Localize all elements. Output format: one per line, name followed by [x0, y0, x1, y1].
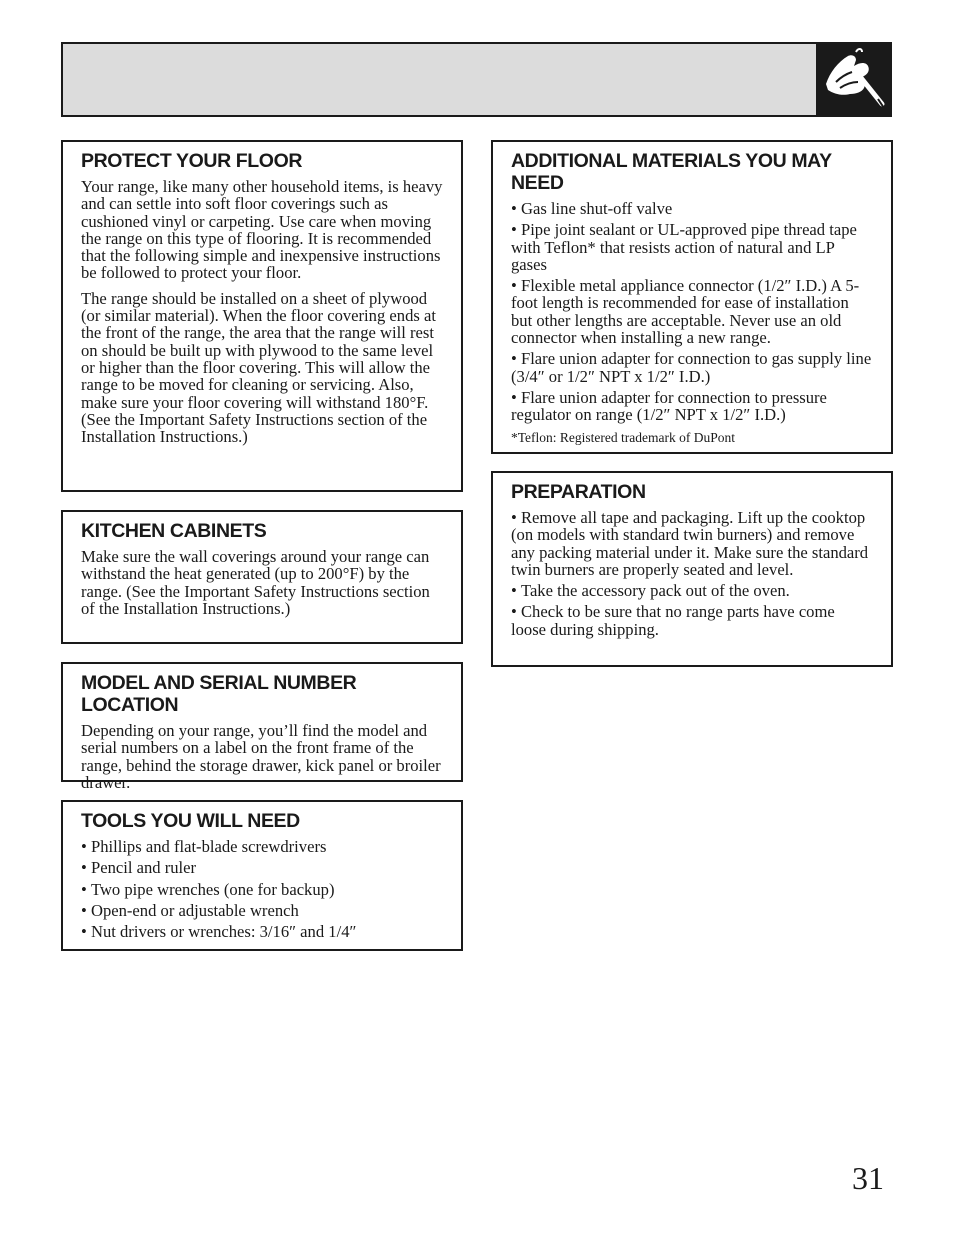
hand-writing-icon — [816, 44, 890, 115]
list-item: • Phillips and flat-blade screwdrivers — [81, 838, 443, 855]
kitchen-cabinets-box — [61, 510, 463, 644]
preparation-title: PREPARATION — [511, 481, 646, 503]
list-item: • Pipe joint sealant or UL-approved pipe thread tape with Teflon* that resists action of natural and LP gases — [511, 221, 873, 273]
list-item: • Open-end or adjustable wrench — [81, 902, 443, 919]
protect-floor-paragraph-1: Your range, like many other household items, is heavy and can settle into soft floor coverings such as cushioned vinyl or carpeting. Use care when moving the range on this type of flooring. It is recommended that the following simple and inexpensive instructions be followed to protect your floor. — [81, 177, 443, 283]
list-item: • Remove all tape and packaging. Lift up the cooktop (on models with standard twin burners) and remove any packing material under it. Make sure the standard twin burners are properly seated and level. — [511, 509, 873, 578]
kitchen-cabinets-paragraph: Make sure the wall coverings around your range can withstand the heat generated (up to 200°F) by the range. (See the Important Safety Instructions section of the Installation Instructions.) — [81, 547, 430, 618]
model-serial-box — [61, 662, 463, 792]
protect-floor-paragraph-2: The range should be installed on a sheet of plywood (or similar material). When the floor covering ends at the front of the range, the area that the range will rest on should be built up with plywood to the same level or higher than the floor covering. This will allow the range to be moved for cleaning or servicing. Also, make sure your floor covering will withstand 180°F. (See the Important Safety Instructions section of the Installation Instructions.) — [81, 288, 436, 447]
list-item: • Take the accessory pack out of the oven. — [511, 582, 873, 599]
list-item: • Two pipe wrenches (one for backup) — [81, 881, 443, 898]
kitchen-cabinets-title: KITCHEN CABINETS — [81, 520, 267, 542]
list-item: • Gas line shut-off valve — [511, 200, 873, 217]
additional-materials-box — [491, 140, 893, 454]
list-item: • Flare union adapter for connection to gas supply line (3/4″ or 1/2″ NPT x 1/2″ I.D.) — [511, 350, 873, 385]
preparation-box — [491, 471, 893, 667]
additional-materials-list — [511, 200, 873, 424]
teflon-footnote: *Teflon: Registered trademark of DuPont — [511, 429, 735, 445]
list-item: • Check to be sure that no range parts have come loose during shipping. — [511, 603, 873, 638]
list-item: • Flexible metal appliance connector (1/2″ I.D.) A 5-foot length is recommended for ease of installation but other lengths are acceptable. Never use an old connector when installing a new range. — [511, 277, 873, 346]
tools-list — [81, 838, 443, 940]
list-item: • Flare union adapter for connection to pressure regulator on range (1/2″ NPT x 1/2″ I.D.) — [511, 389, 873, 424]
header-bar — [61, 42, 892, 117]
page-number: 31 — [852, 1160, 884, 1196]
tools-title: TOOLS YOU WILL NEED — [81, 810, 300, 832]
tools-box — [61, 800, 463, 951]
model-serial-paragraph: Depending on your range, you’ll find the model and serial numbers on a label on the front frame of the range, behind the storage drawer, kick panel or broiler drawer. — [81, 721, 441, 792]
list-item: • Nut drivers or wrenches: 3/16″ and 1/4″ — [81, 923, 443, 940]
protect-floor-box — [61, 140, 463, 492]
model-serial-title: MODEL AND SERIAL NUMBER LOCATION — [81, 672, 357, 716]
list-item: • Pencil and ruler — [81, 859, 443, 876]
preparation-list — [511, 509, 873, 638]
additional-materials-title: ADDITIONAL MATERIALS YOU MAY NEED — [511, 150, 832, 194]
protect-floor-title: PROTECT YOUR FLOOR — [81, 150, 303, 172]
